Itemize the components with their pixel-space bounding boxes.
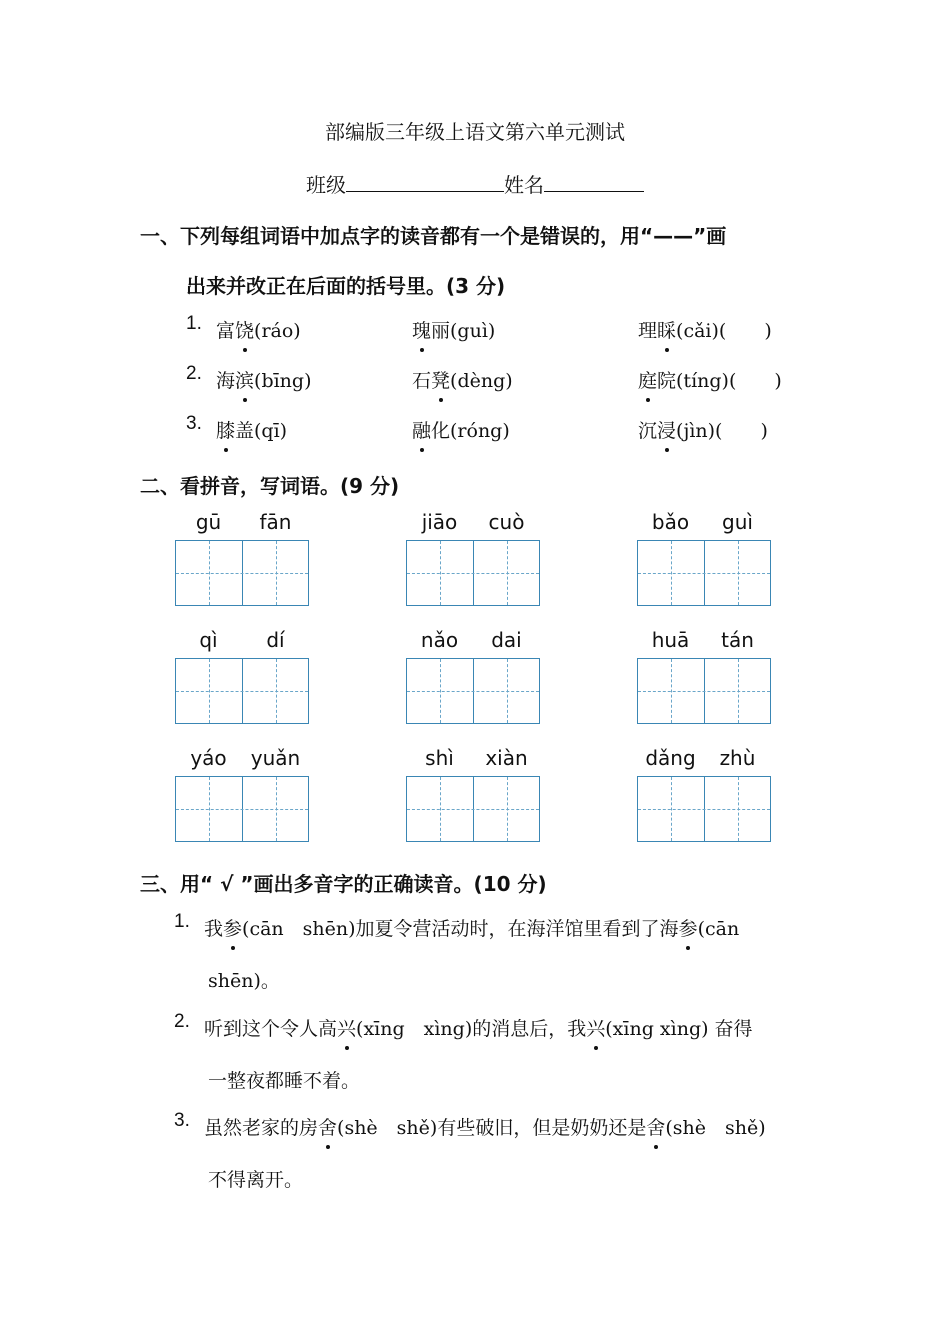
pinyin-choice[interactable]: (cān	[697, 918, 740, 940]
writing-grid[interactable]	[175, 540, 309, 606]
dotted-char: 饶	[235, 316, 254, 343]
grid-line	[176, 573, 308, 574]
grid-line	[738, 659, 739, 723]
grid-line	[209, 777, 210, 841]
question-number: 2.	[174, 1011, 190, 1032]
pinyin-choice[interactable]: (shè shě)	[665, 1117, 766, 1139]
word-prefix: 石	[412, 370, 432, 392]
dotted-char: 参	[679, 914, 698, 941]
grid-line	[638, 691, 770, 692]
dotted-char: 庭	[638, 366, 657, 393]
class-label: 班级	[306, 173, 346, 197]
grid-line	[638, 809, 770, 810]
word-suffix: 化(róng)	[431, 420, 510, 442]
pinyin-label: bǎo	[651, 510, 690, 534]
pinyin-label: jiāo	[421, 510, 458, 534]
writing-grid[interactable]	[406, 776, 540, 842]
word-suffix: (ráo)	[254, 320, 301, 342]
dotted-char: 浸	[657, 416, 676, 443]
pinyin-choice[interactable]: (shè shě)有些破旧，但是奶奶还是	[337, 1117, 647, 1139]
grid-line	[407, 809, 539, 810]
question-number: 1.	[174, 911, 190, 932]
word-with-pinyin	[216, 416, 287, 443]
word-suffix: 丽(guì)	[431, 320, 496, 342]
pinyin-label: xiàn	[485, 746, 528, 770]
writing-grid[interactable]	[637, 776, 771, 842]
pinyin-label: nǎo	[420, 628, 459, 652]
question-number: 2.	[186, 363, 202, 384]
grid-line	[507, 777, 508, 841]
word-with-pinyin	[216, 366, 312, 393]
word-prefix: 理	[638, 320, 658, 342]
word-with-pinyin	[638, 366, 782, 393]
grid-line	[507, 659, 508, 723]
word-suffix: (dèng)	[450, 370, 513, 392]
pinyin-label: zhù	[719, 746, 756, 770]
dotted-char: 舍	[646, 1113, 665, 1140]
pinyin-label: shì	[425, 746, 454, 770]
name-label: 姓名	[504, 173, 544, 197]
grid-line	[638, 573, 770, 574]
pinyin-label: dai	[491, 628, 522, 652]
sentence-part: 虽然老家的房	[204, 1117, 319, 1139]
grid-line	[671, 777, 672, 841]
section2-heading: 二、看拼音，写词语。(9 分)	[140, 474, 400, 498]
grid-line	[276, 777, 277, 841]
word-with-pinyin	[638, 416, 768, 443]
sentence-part: 我	[204, 918, 224, 940]
question-number: 3.	[174, 1110, 190, 1131]
grid-line	[209, 659, 210, 723]
writing-grid[interactable]	[637, 658, 771, 724]
dotted-char: 舍	[318, 1113, 337, 1140]
word-with-pinyin	[412, 366, 513, 393]
word-suffix: (jìn)( )	[676, 420, 768, 442]
question-line	[204, 1113, 766, 1140]
grid-line	[276, 541, 277, 605]
dotted-char: 滨	[235, 366, 254, 393]
word-suffix: (bīng)	[254, 370, 312, 392]
pinyin-label: yuǎn	[250, 746, 301, 770]
dotted-char: 兴	[337, 1014, 356, 1041]
grid-line	[176, 691, 308, 692]
pinyin-choice[interactable]: (xīng xìng) 奋得	[605, 1018, 753, 1040]
question-line-continued: 一整夜都睡不着。	[208, 1070, 361, 1092]
name-blank[interactable]	[544, 173, 644, 192]
grid-line	[738, 541, 739, 605]
pinyin-label: dí	[266, 628, 285, 652]
pinyin-label: yáo	[190, 746, 227, 770]
writing-grid[interactable]	[175, 776, 309, 842]
grid-line	[671, 659, 672, 723]
pinyin-label: gū	[195, 510, 222, 534]
dotted-char: 瑰	[412, 316, 431, 343]
word-with-pinyin	[216, 316, 301, 343]
writing-grid[interactable]	[637, 540, 771, 606]
grid-line	[440, 659, 441, 723]
question-line-continued: shēn)。	[208, 970, 280, 992]
question-line-continued: 不得离开。	[208, 1169, 304, 1191]
question-line	[204, 1014, 753, 1041]
pinyin-label: cuò	[488, 510, 525, 534]
grid-line	[507, 541, 508, 605]
question-number: 3.	[186, 413, 202, 434]
pinyin-label: qì	[199, 628, 218, 652]
sentence-part: 听到这个令人高	[204, 1018, 338, 1040]
pinyin-choice[interactable]: (cān shēn)加夏令营活动时，在海洋馆里看到了海	[242, 918, 679, 940]
question-line	[204, 914, 739, 941]
class-name-line	[0, 169, 950, 198]
grid-line	[671, 541, 672, 605]
grid-line	[738, 777, 739, 841]
word-suffix: 盖(qī)	[235, 420, 288, 442]
word-suffix: 院(tíng)( )	[657, 370, 782, 392]
pinyin-label: guì	[722, 510, 753, 534]
pinyin-label: tán	[721, 628, 754, 652]
pinyin-label: huā	[651, 628, 690, 652]
grid-line	[407, 691, 539, 692]
pinyin-label: fān	[259, 510, 292, 534]
word-prefix: 沉	[638, 420, 658, 442]
pinyin-label: dǎng	[645, 746, 696, 770]
dotted-char: 融	[412, 416, 431, 443]
word-suffix: (cǎi)( )	[676, 320, 772, 342]
dotted-char: 兴	[586, 1014, 605, 1041]
word-with-pinyin	[412, 416, 510, 443]
dotted-char: 膝	[216, 416, 235, 443]
word-prefix: 海	[216, 370, 236, 392]
dotted-char: 凳	[431, 366, 450, 393]
section1-heading-line1: 一、下列每组词语中加点字的读音都有一个是错误的，用“——”画	[140, 224, 727, 248]
class-blank[interactable]	[346, 173, 504, 192]
grid-line	[176, 809, 308, 810]
writing-grid[interactable]	[175, 658, 309, 724]
dotted-char: 参	[223, 914, 242, 941]
grid-line	[440, 541, 441, 605]
section1-heading-line2: 出来并改正在后面的括号里。(3 分)	[186, 274, 506, 298]
word-with-pinyin	[412, 316, 495, 343]
writing-grid[interactable]	[406, 540, 540, 606]
grid-line	[276, 659, 277, 723]
grid-line	[440, 777, 441, 841]
pinyin-choice[interactable]: (xīng xìng)的消息后，我	[356, 1018, 587, 1040]
grid-line	[209, 541, 210, 605]
dotted-char: 睬	[657, 316, 676, 343]
writing-grid[interactable]	[406, 658, 540, 724]
question-number: 1.	[186, 313, 202, 334]
word-with-pinyin	[638, 316, 772, 343]
word-prefix: 富	[216, 320, 236, 342]
section3-heading: 三、用“ √ ”画出多音字的正确读音。(10 分)	[140, 872, 547, 896]
page-title: 部编版三年级上语文第六单元测试	[325, 120, 625, 144]
grid-line	[407, 573, 539, 574]
